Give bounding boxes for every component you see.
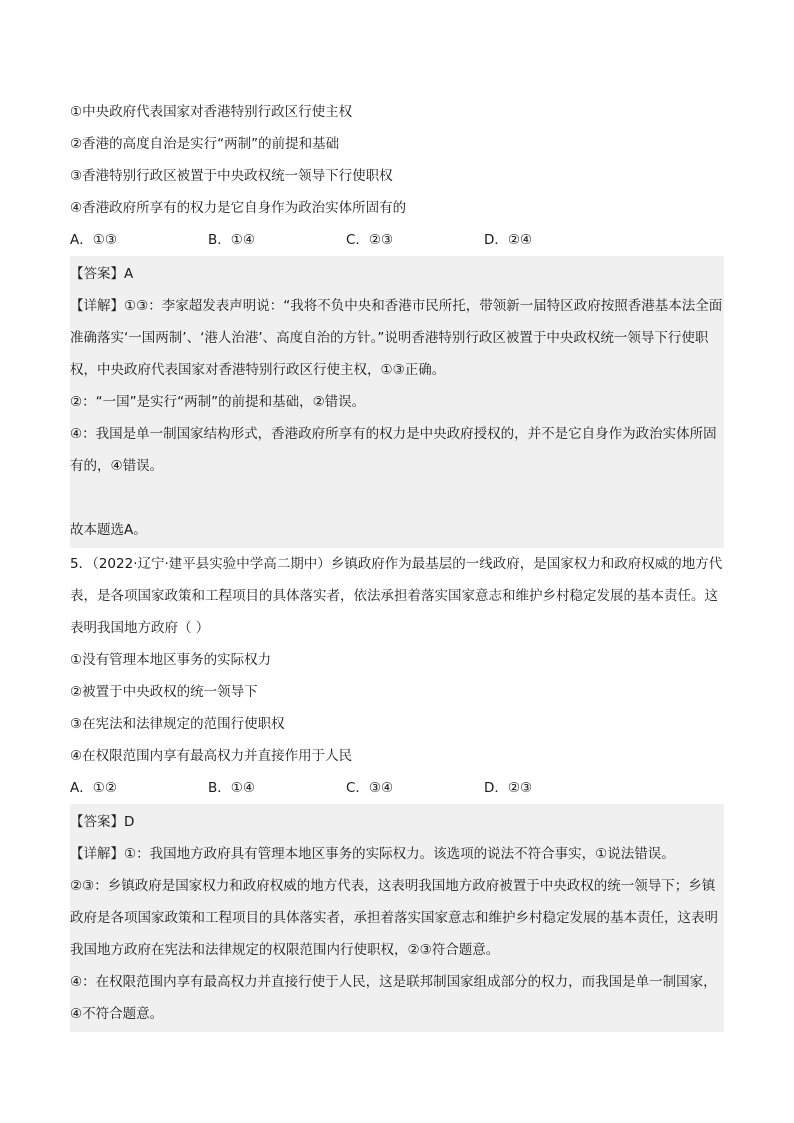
q4-conclusion: 故本题选A。 <box>70 522 147 538</box>
q4-choice-a: A．①③ <box>70 232 117 248</box>
q4-detail-1: 【详解】①③：李家超发表声明说：“我将不负中央和香港市民所托，带领新一届特区政府按照香港基本法全面准确落实‘一国两制’、‘港人治港’、高度自治的方针。”说明香港特别行政区被置于中央政权统一领导下行使职权，中央政府代表国家对香港特别行政区行使主权，①③正确。 <box>70 298 723 378</box>
q5-choice-a: A．①② <box>70 780 117 796</box>
q4-option-4: ④香港政府所享有的权力是它自身作为政治实体所固有的 <box>70 200 407 216</box>
q4-choice-b: B．①④ <box>208 232 255 248</box>
q5-choice-b: B．①④ <box>208 780 255 796</box>
q5-detail-1: 【详解】①：我国地方政府具有管理本地区事务的实际权力。该选项的说法不符合事实，①说法错误。 <box>70 846 675 862</box>
q4-choices <box>70 224 724 256</box>
q5-option-3: ③在宪法和法律规定的范围行使职权 <box>70 716 285 732</box>
q4-detail-2: ②：“一国”是实行“两制”的前提和基础，②错误。 <box>70 394 366 410</box>
q4-choice-c: C．②③ <box>346 232 394 248</box>
q5-choice-d: D．②③ <box>484 780 533 796</box>
q4-options <box>70 96 724 224</box>
q4-option-1: ①中央政府代表国家对香港特别行政区行使主权 <box>70 104 353 120</box>
q4-option-3: ③香港特别行政区被置于中央政权统一领导下行使职权 <box>70 168 393 184</box>
q5-option-1: ①没有管理本地区事务的实际权力 <box>70 652 272 668</box>
q4-choice-d: D．②④ <box>484 232 533 248</box>
q4-answer: 【答案】A <box>70 266 134 282</box>
q5-choice-c: C．③④ <box>346 780 394 796</box>
q5-choices <box>70 772 724 804</box>
q5-stem: 5．（2022·辽宁·建平县实验中学高二期中）乡镇政府作为最基层的一线政府，是国家权力和政府权威的地方代表，是各项国家政策和工程项目的具体落实者，依法承担着落实国家意志和维护乡村稳定发展的基本责任。这表明我国地方政府（ ） <box>70 556 723 636</box>
q5-options <box>70 644 724 772</box>
q5-detail-2: ②③：乡镇政府是国家权力和政府权威的地方代表，这表明我国地方政府被置于中央政权的统一领导下；乡镇政府是各项国家政策和工程项目的具体落实者，承担着落实国家意志和维护乡村稳定发展的基本责任，这表明我国地方政府在宪法和法律规定的权限范围内行使职权，②③符合题意。 <box>70 878 718 958</box>
q4-option-2: ②香港的高度自治是实行“两制”的前提和基础 <box>70 136 340 152</box>
document-page <box>70 96 724 1032</box>
q4-answer-box <box>70 256 724 548</box>
q5-option-2: ②被置于中央政权的统一领导下 <box>70 684 258 700</box>
q5-detail-3: ④：在权限范围内享有最高权力并直接行使于人民，这是联邦制国家组成部分的权力，而我国是单一制国家，④不符合题意。 <box>70 974 717 1022</box>
q5-answer-box <box>70 804 724 1032</box>
q5-option-4: ④在权限范围内享有最高权力并直接作用于人民 <box>70 748 353 764</box>
q4-detail-3: ④：我国是单一制国家结构形式，香港政府所享有的权力是中央政府授权的，并不是它自身作为政治实体所固有的，④错误。 <box>70 426 717 474</box>
q5-answer: 【答案】D <box>70 814 135 830</box>
blank-spacer <box>70 482 724 514</box>
